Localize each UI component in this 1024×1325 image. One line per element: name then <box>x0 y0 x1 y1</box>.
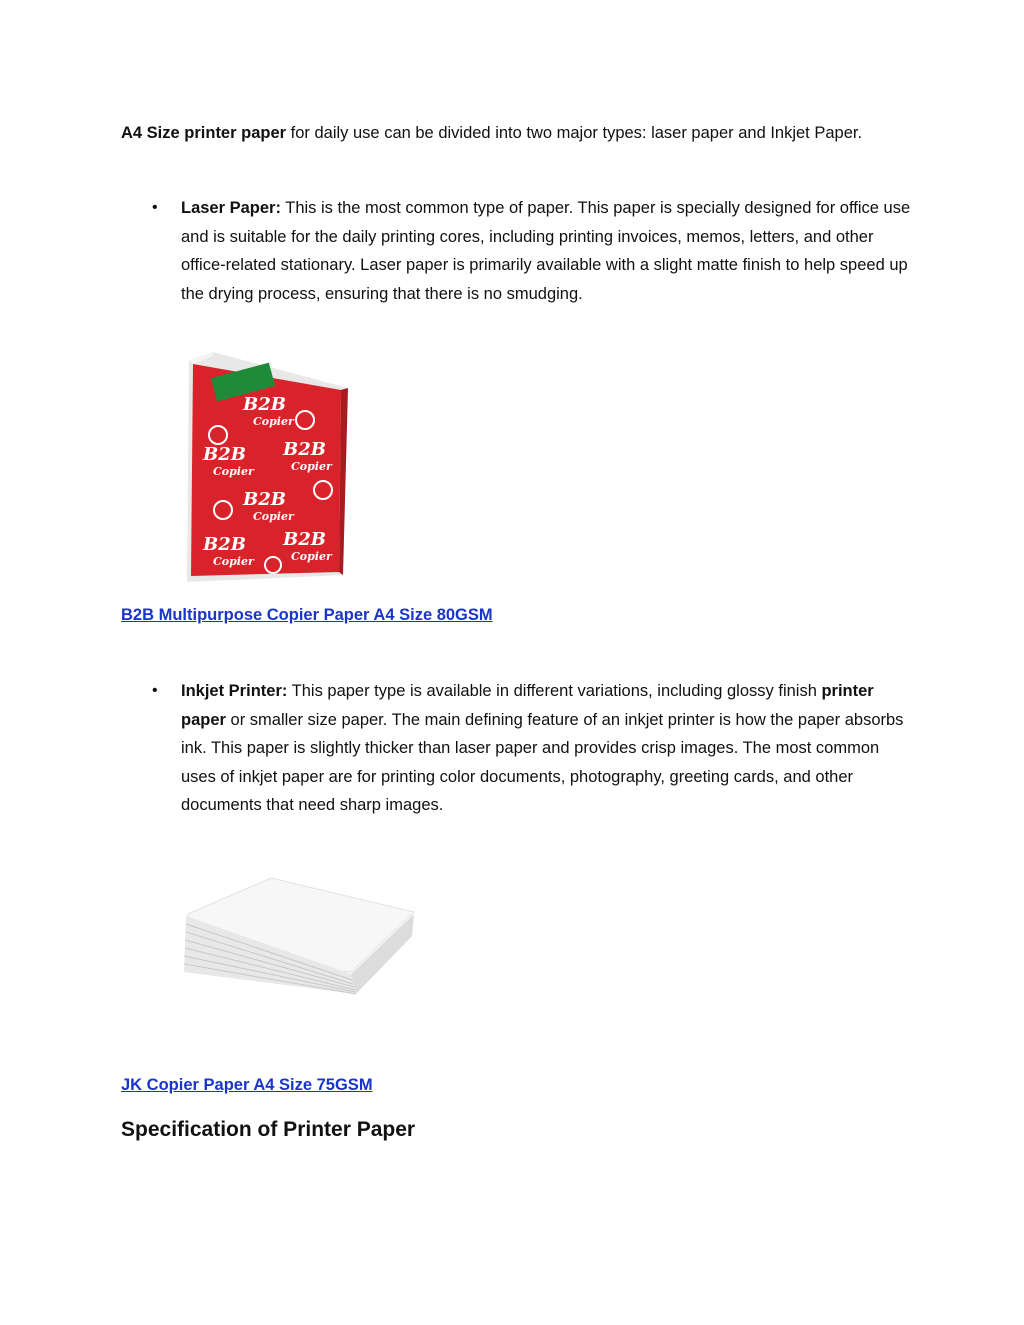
intro-bold: A4 Size printer paper <box>121 124 287 142</box>
inkjet-text-after: or smaller size paper. The main defining feature of an inkjet printer is how the paper absorbs ink. This paper is slightly thicker than laser paper and provides crisp images. The most common uses of inkjet paper are for printing color documents, photography, greeting cards, and other documents that need sharp images. <box>181 710 904 814</box>
b2b-product-link[interactable]: B2B Multipurpose Copier Paper A4 Size 80GSM <box>121 606 493 624</box>
sub-text: Copier <box>291 550 332 563</box>
brand-text: B2B <box>203 444 246 465</box>
inkjet-printer-item <box>181 677 911 820</box>
brand-text: B2B <box>203 534 246 555</box>
sub-text: Copier <box>253 510 294 523</box>
intro-text: for daily use can be divided into two major types: laser paper and Inkjet Paper. <box>286 124 863 142</box>
sub-text: Copier <box>213 465 254 478</box>
inkjet-bold-mid: printer paper <box>181 682 874 729</box>
laser-paper-label: Laser Paper: <box>181 199 281 217</box>
brand-text: B2B <box>243 489 286 510</box>
bullet-dot: • <box>152 682 158 699</box>
bullet-dot: • <box>152 199 158 216</box>
sub-text: Copier <box>253 415 294 428</box>
white-paper-stack-image <box>176 874 418 1000</box>
brand-text: B2B <box>283 439 326 460</box>
brand-text: B2B <box>283 529 326 550</box>
sub-text: Copier <box>291 460 332 473</box>
b2b-copier-paper-image <box>183 350 353 585</box>
inkjet-text-before: This paper type is available in different variations, including glossy finish <box>287 682 822 700</box>
sub-text: Copier <box>213 555 254 568</box>
inkjet-printer-label: Inkjet Printer: <box>181 682 288 700</box>
section-heading: Specification of Printer Paper <box>121 1118 416 1141</box>
brand-text: B2B <box>243 394 286 415</box>
laser-paper-item <box>181 194 911 308</box>
intro-paragraph <box>121 119 901 148</box>
jk-product-link[interactable]: JK Copier Paper A4 Size 75GSM <box>121 1076 373 1094</box>
laser-paper-text: This is the most common type of paper. This paper is specially designed for office use and is suitable for the daily printing cores, including printing invoices, memos, letters, and other office-related stationary. Laser paper is primarily available with a slight matte finish to help speed up the drying process, ensuring that there is no smudging. <box>181 199 911 303</box>
